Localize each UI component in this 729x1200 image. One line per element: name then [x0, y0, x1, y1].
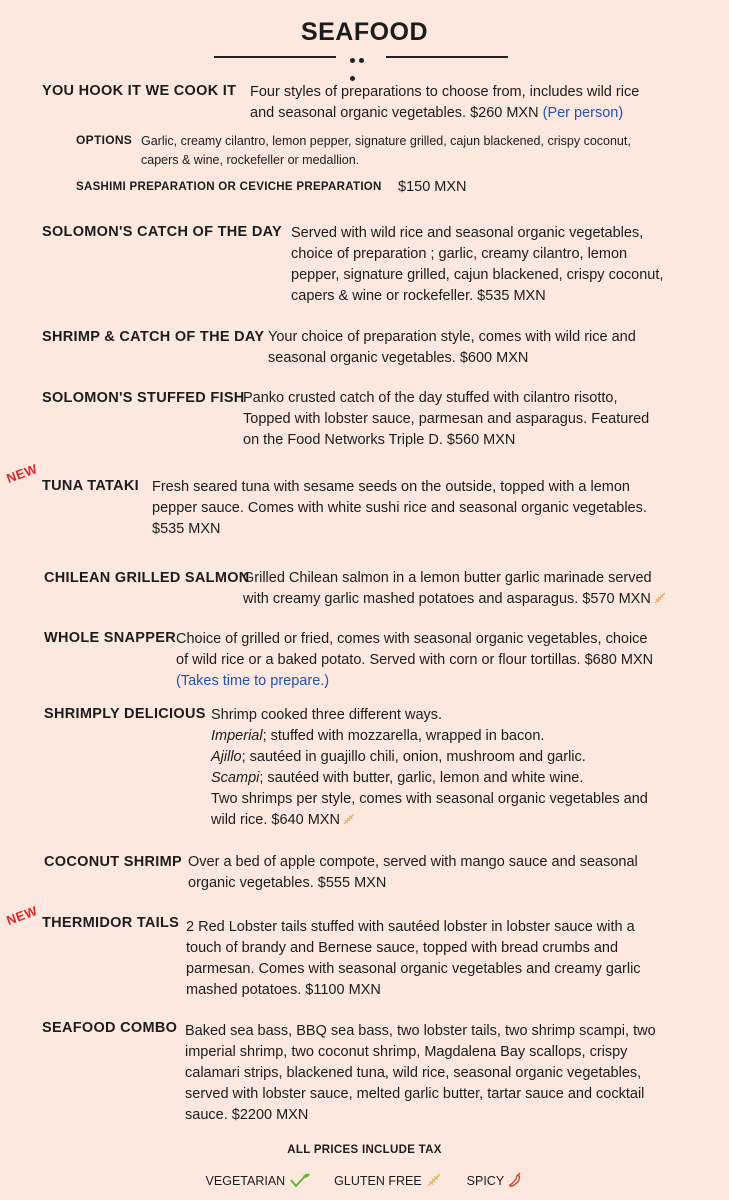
prep-time-note: (Takes time to prepare.) [176, 673, 330, 689]
item-description: Shrimp cooked three different ways. Imperial; stuffed with mozzarella, wrapped in bacon. Ajillo; sautéed in guajillo chili, onion, mushroom and garlic. Scampi; sautéed with butter, garlic, lemon and white wine. Two shrimps per style, comes with seasonal organic vegetables and wild rice. $640 MXN [211, 707, 648, 828]
tax-note: ALL PRICES INCLUDE TAX [287, 1144, 442, 1156]
item-description: Your choice of preparation style, comes with wild rice and seasonal organic vegetables. $600 MXN [268, 329, 636, 366]
item-name: WHOLE SNAPPER [44, 630, 176, 646]
legend-gluten-free: GLUTEN FREE [334, 1174, 422, 1188]
new-badge: NEW [4, 461, 40, 486]
item-name: SOLOMON'S CATCH OF THE DAY [42, 224, 283, 240]
item-name: COCONUT SHRIMP [44, 854, 182, 870]
title-divider [214, 50, 508, 64]
item-description: Over a bed of apple compote, served with mango sauce and seasonal organic vegetables. $555 MXN [188, 854, 638, 891]
item-description: Served with wild rice and seasonal organic vegetables, choice of preparation ; garlic, creamy cilantro, lemon pepper, signature grilled, cajun blackened, crispy coconut, capers & wine or rockefeller. $535 MXN [291, 225, 664, 304]
gluten-free-icon [653, 591, 667, 605]
gluten-free-icon [425, 1172, 443, 1188]
item-name: YOU HOOK IT WE COOK IT [42, 83, 237, 99]
options-label: OPTIONS [76, 133, 133, 147]
item-name: SHRIMP & CATCH OF THE DAY [42, 329, 265, 345]
legend-vegetarian: VEGETARIAN [205, 1174, 286, 1188]
new-badge: NEW [4, 903, 40, 928]
item-description: Baked sea bass, BBQ sea bass, two lobster tails, two shrimp scampi, two imperial shrimp, two coconut shrimp, Magdalena Bay scallops, crispy calamari strips, blackened tuna, wild rice, seasonal organic vegetables, served with lobster sauce, melted garlic butter, tartar sauce and cocktail sauce. $2200 MXN [185, 1023, 656, 1123]
gluten-free-icon [342, 812, 356, 826]
per-person-note: (Per person) [542, 105, 624, 121]
page-title: SEAFOOD [300, 18, 429, 46]
item-description: Grilled Chilean salmon in a lemon butter garlic marinade served with creamy garlic mashed potatoes and asparagus. $570 MXN [243, 568, 667, 610]
item-description: Fresh seared tuna with sesame seeds on the outside, topped with a lemon pepper sauce. Comes with white sushi rice and seasonal organic vegetables. $535 MXN [152, 479, 647, 537]
item-name: THERMIDOR TAILS [42, 915, 180, 931]
sashimi-label: SASHIMI PREPARATION OR CEVICHE PREPARATION [76, 181, 382, 193]
item-name: SOLOMON'S STUFFED FISH [42, 390, 245, 406]
item-name: SEAFOOD COMBO [42, 1020, 178, 1036]
options-description: Garlic, creamy cilantro, lemon pepper, signature grilled, cajun blackened, crispy coconut, capers & wine, rockefeller or medallion. [141, 134, 631, 167]
item-description: Panko crusted catch of the day stuffed with cilantro risotto, Topped with lobster sauce, parmesan and asparagus. Featured on the Food Networks Triple D. $560 MXN [243, 390, 650, 448]
item-description: Choice of grilled or fried, comes with seasonal organic vegetables, choice of wild rice or a baked potato. Served with corn or flour tortillas. $680 MXN (Takes time to prepare.) [176, 629, 653, 692]
item-description: 2 Red Lobster tails stuffed with sautéed lobster in lobster sauce with a touch of brandy and Bernese sauce, topped with bread crumbs and parmesan. Comes with seasonal organic vegetables and creamy garlic mashed potatoes. $1100 MXN [186, 919, 641, 998]
sashimi-price: $150 MXN [398, 179, 467, 195]
dietary-legend [0, 1172, 729, 1188]
item-description: Four styles of preparations to choose from, includes wild rice and seasonal organic vegetables. $260 MXN (Per person) [250, 84, 640, 121]
vegetarian-icon [289, 1172, 311, 1188]
item-name: SHRIMPLY DELICIOUS [44, 706, 206, 722]
chili-pepper-icon [507, 1172, 523, 1188]
item-name: TUNA TATAKI [42, 478, 139, 494]
legend-spicy: SPICY [466, 1174, 504, 1188]
item-name: CHILEAN GRILLED SALMON [44, 570, 250, 586]
